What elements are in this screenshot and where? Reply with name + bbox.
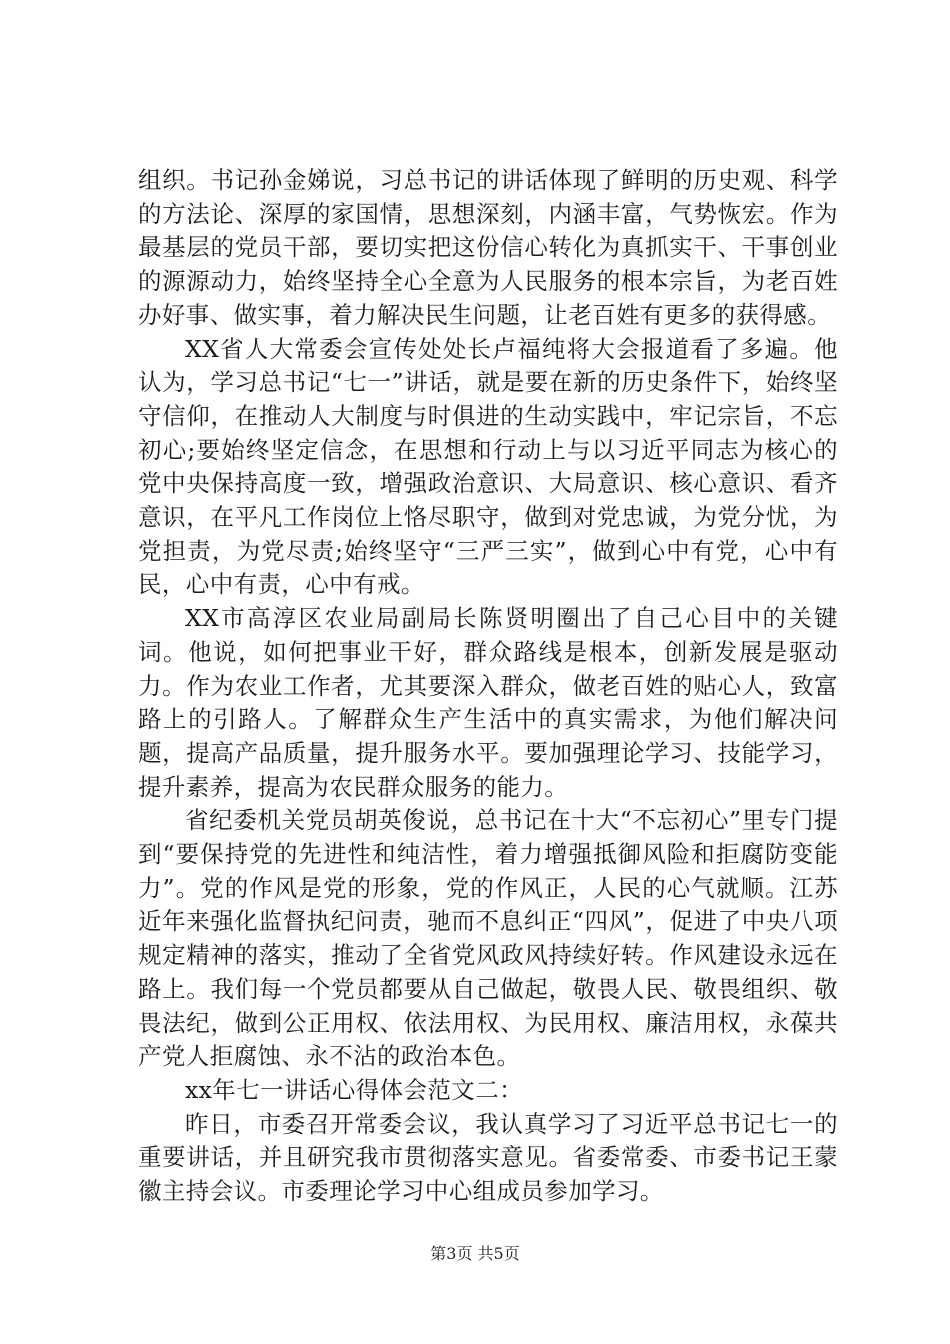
page-footer [0,1244,950,1264]
paragraph-lu-fuchun: XX省人大常委会宣传处处长卢福纯将大会报道看了多遍。他认为，学习总书记“七一”讲话，就是要在新的历史条件下，始终坚守信仰，在推动人大制度与时俱进的生动实践中，牢记宗旨，不忘初心;要始终坚定信念，在思想和行动上与以习近平同志为核心的党中央保持高度一致，增强政治意识、大局意识、核心意识、看齐意识，在平凡工作岗位上恪尽职守，做到对党忠诚，为党分忧，为党担责，为党尽责;始终坚守“三严三实”，做到心中有党，心中有民，心中有责，心中有戒。 [138,334,838,599]
document-body [138,164,838,1209]
paragraph-hu-yingjun: 省纪委机关党员胡英俊说，总书记在十大“不忘初心”里专门提到“要保持党的先进性和纯洁性，着力增强抵御风险和拒腐防变能力”。党的作风是党的形象，党的作风正，人民的心气就顺。江苏近年来强化监督执纪问责，驰而不息纠正“四风”，促进了中央八项规定精神的落实，推动了全省党风政风持续好转。作风建设永远在路上。我们每一个党员都要从自己做起，敬畏人民、敬畏组织、敬畏法纪，做到公正用权、依法用权、为民用权、廉洁用权，永葆共产党人拒腐蚀、永不沾的政治本色。 [138,806,838,1071]
paragraph-chen-xianming: XX市高淳区农业局副局长陈贤明圈出了自己心目中的关键词。他说，如何把事业干好，群众路线是根本，创新发展是驱动力。作为农业工作者，尤其要深入群众，做老百姓的贴心人，致富路上的引路人。了解群众生产生活中的真实需求，为他们解决问题，提高产品质量，提升服务水平。要加强理论学习、技能学习，提升素养，提高为农民群众服务的能力。 [138,604,838,801]
section-heading: xx年七一讲话心得体会范文二： [185,1075,524,1104]
page-number: 第3页 共5页 [430,1244,520,1263]
paragraph-continuation: 组织。书记孙金娣说，习总书记的讲话体现了鲜明的历史观、科学的方法论、深厚的家国情，思想深刻，内涵丰富，气势恢宏。作为最基层的党员干部，要切实把这份信心转化为真抓实干、干事创业的源源动力，始终坚持全心全意为人民服务的根本宗旨，为老百姓办好事、做实事，着力解决民生问题，让老百姓有更多的获得感。 [138,166,838,329]
paragraph-standing-committee: 昨日，市委召开常委会议，我认真学习了习近平总书记七一的重要讲话，并且研究我市贯彻落实意见。省委常委、市委书记王蒙徽主持会议。市委理论学习中心组成员参加学习。 [138,1109,838,1206]
